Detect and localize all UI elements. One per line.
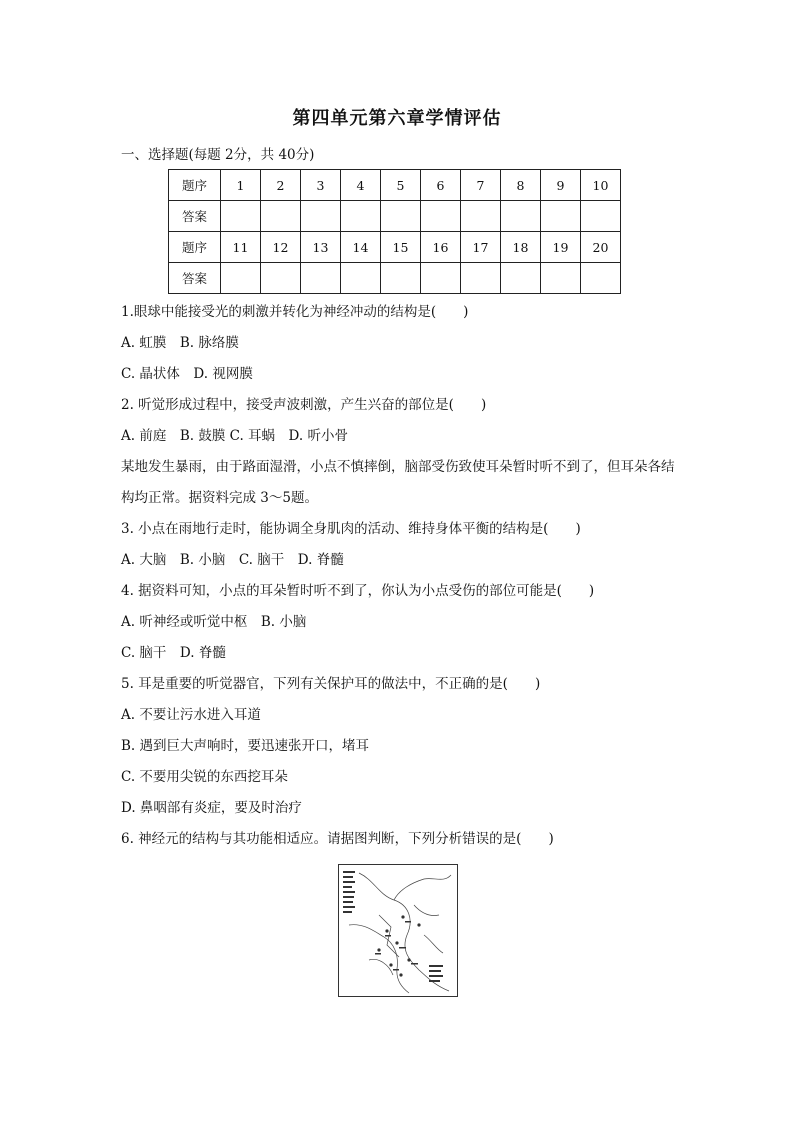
answer-table-header-cell: 答案 (169, 201, 221, 232)
answer-table-cell (301, 201, 341, 232)
answer-table-cell: 12 (261, 232, 301, 263)
answer-table-cell: 10 (581, 170, 621, 201)
page-title: 第四单元第六章学情评估 (292, 108, 502, 129)
answer-table-header-cell: 答案 (169, 263, 221, 294)
answer-table-cell: 3 (301, 170, 341, 201)
map-figure-icon (338, 864, 458, 997)
answer-table-row (169, 263, 621, 294)
answer-table-cell (581, 201, 621, 232)
answer-table-cell: 14 (341, 232, 381, 263)
answer-table-cell: 8 (501, 170, 541, 201)
question-6: 6. 神经元的结构与其功能相适应。请据图判断，下列分析错误的是( ) (121, 831, 554, 847)
answer-table-header-cell: 题序 (169, 232, 221, 263)
answer-table-cell: 15 (381, 232, 421, 263)
question-4-options-c-d: C. 脑干 D. 脊髓 (121, 645, 226, 661)
answer-table-cell (501, 263, 541, 294)
answer-table-cell (381, 201, 421, 232)
question-2: 2. 听觉形成过程中，接受声波刺激，产生兴奋的部位是( ) (121, 397, 487, 413)
question-3-options: A. 大脑 B. 小脑 C. 脑干 D. 脊髓 (121, 552, 344, 568)
answer-table-cell (261, 201, 301, 232)
question-1-options-c-d: C. 晶状体 D. 视网膜 (121, 366, 253, 382)
question-1-options-a-b: A. 虹膜 B. 脉络膜 (121, 335, 239, 351)
answer-table-cell (341, 263, 381, 294)
question-3: 3. 小点在雨地行走时，能协调全身肌肉的活动、维持身体平衡的结构是( ) (121, 521, 581, 537)
answer-table-cell (421, 263, 461, 294)
question-1: 1.眼球中能接受光的刺激并转化为神经冲动的结构是( ) (121, 304, 469, 320)
answer-table-cell (381, 263, 421, 294)
answer-table-row (169, 201, 621, 232)
answer-table-cell (541, 263, 581, 294)
answer-table-cell (581, 263, 621, 294)
answer-table (168, 169, 621, 294)
answer-table-cell (261, 263, 301, 294)
answer-table-cell: 20 (581, 232, 621, 263)
answer-table-cell: 6 (421, 170, 461, 201)
question-5: 5. 耳是重要的听觉器官，下列有关保护耳的做法中，不正确的是( ) (121, 676, 541, 692)
question-body (121, 297, 681, 855)
answer-table-row (169, 170, 621, 201)
question-5-option-a: A. 不要让污水进入耳道 (121, 707, 261, 723)
answer-table-cell: 13 (301, 232, 341, 263)
question-4: 4. 据资料可知，小点的耳朵暂时听不到了，你认为小点受伤的部位可能是( ) (121, 583, 595, 599)
answer-table-cell (301, 263, 341, 294)
question-2-options: A. 前庭 B. 鼓膜 C. 耳蜗 D. 听小骨 (121, 428, 348, 444)
answer-table-cell (501, 201, 541, 232)
answer-table-cell: 17 (461, 232, 501, 263)
reading-material: 某地发生暴雨，由于路面湿滑，小点不慎摔倒，脑部受伤致使耳朵暂时听不到了，但耳朵各结构均正常。据资料完成 3～5题。 (121, 459, 675, 506)
answer-table-cell: 4 (341, 170, 381, 201)
answer-table-cell (421, 201, 461, 232)
question-5-option-d: D. 鼻咽部有炎症，要及时治疗 (121, 800, 302, 816)
answer-table-cell (541, 201, 581, 232)
answer-table-header-cell: 题序 (169, 170, 221, 201)
question-5-option-b: B. 遇到巨大声响时，要迅速张开口，堵耳 (121, 738, 370, 754)
answer-table-cell: 5 (381, 170, 421, 201)
answer-table-cell: 18 (501, 232, 541, 263)
answer-table-cell: 9 (541, 170, 581, 201)
answer-table-cell: 7 (461, 170, 501, 201)
answer-table-cell (221, 263, 261, 294)
answer-table-cell: 16 (421, 232, 461, 263)
answer-table-cell: 11 (221, 232, 261, 263)
answer-table-cell: 2 (261, 170, 301, 201)
question-4-options-a-b: A. 听神经或听觉中枢 B. 小脑 (121, 614, 307, 630)
answer-table-cell: 1 (221, 170, 261, 201)
answer-table-cell (221, 201, 261, 232)
answer-table-cell (461, 201, 501, 232)
answer-table-cell (341, 201, 381, 232)
answer-table-row (169, 232, 621, 263)
answer-table-cell: 19 (541, 232, 581, 263)
question-5-option-c: C. 不要用尖锐的东西挖耳朵 (121, 769, 288, 785)
answer-table-cell (461, 263, 501, 294)
section-heading: 一、选择题(每题 2分，共 40分) (121, 147, 315, 163)
